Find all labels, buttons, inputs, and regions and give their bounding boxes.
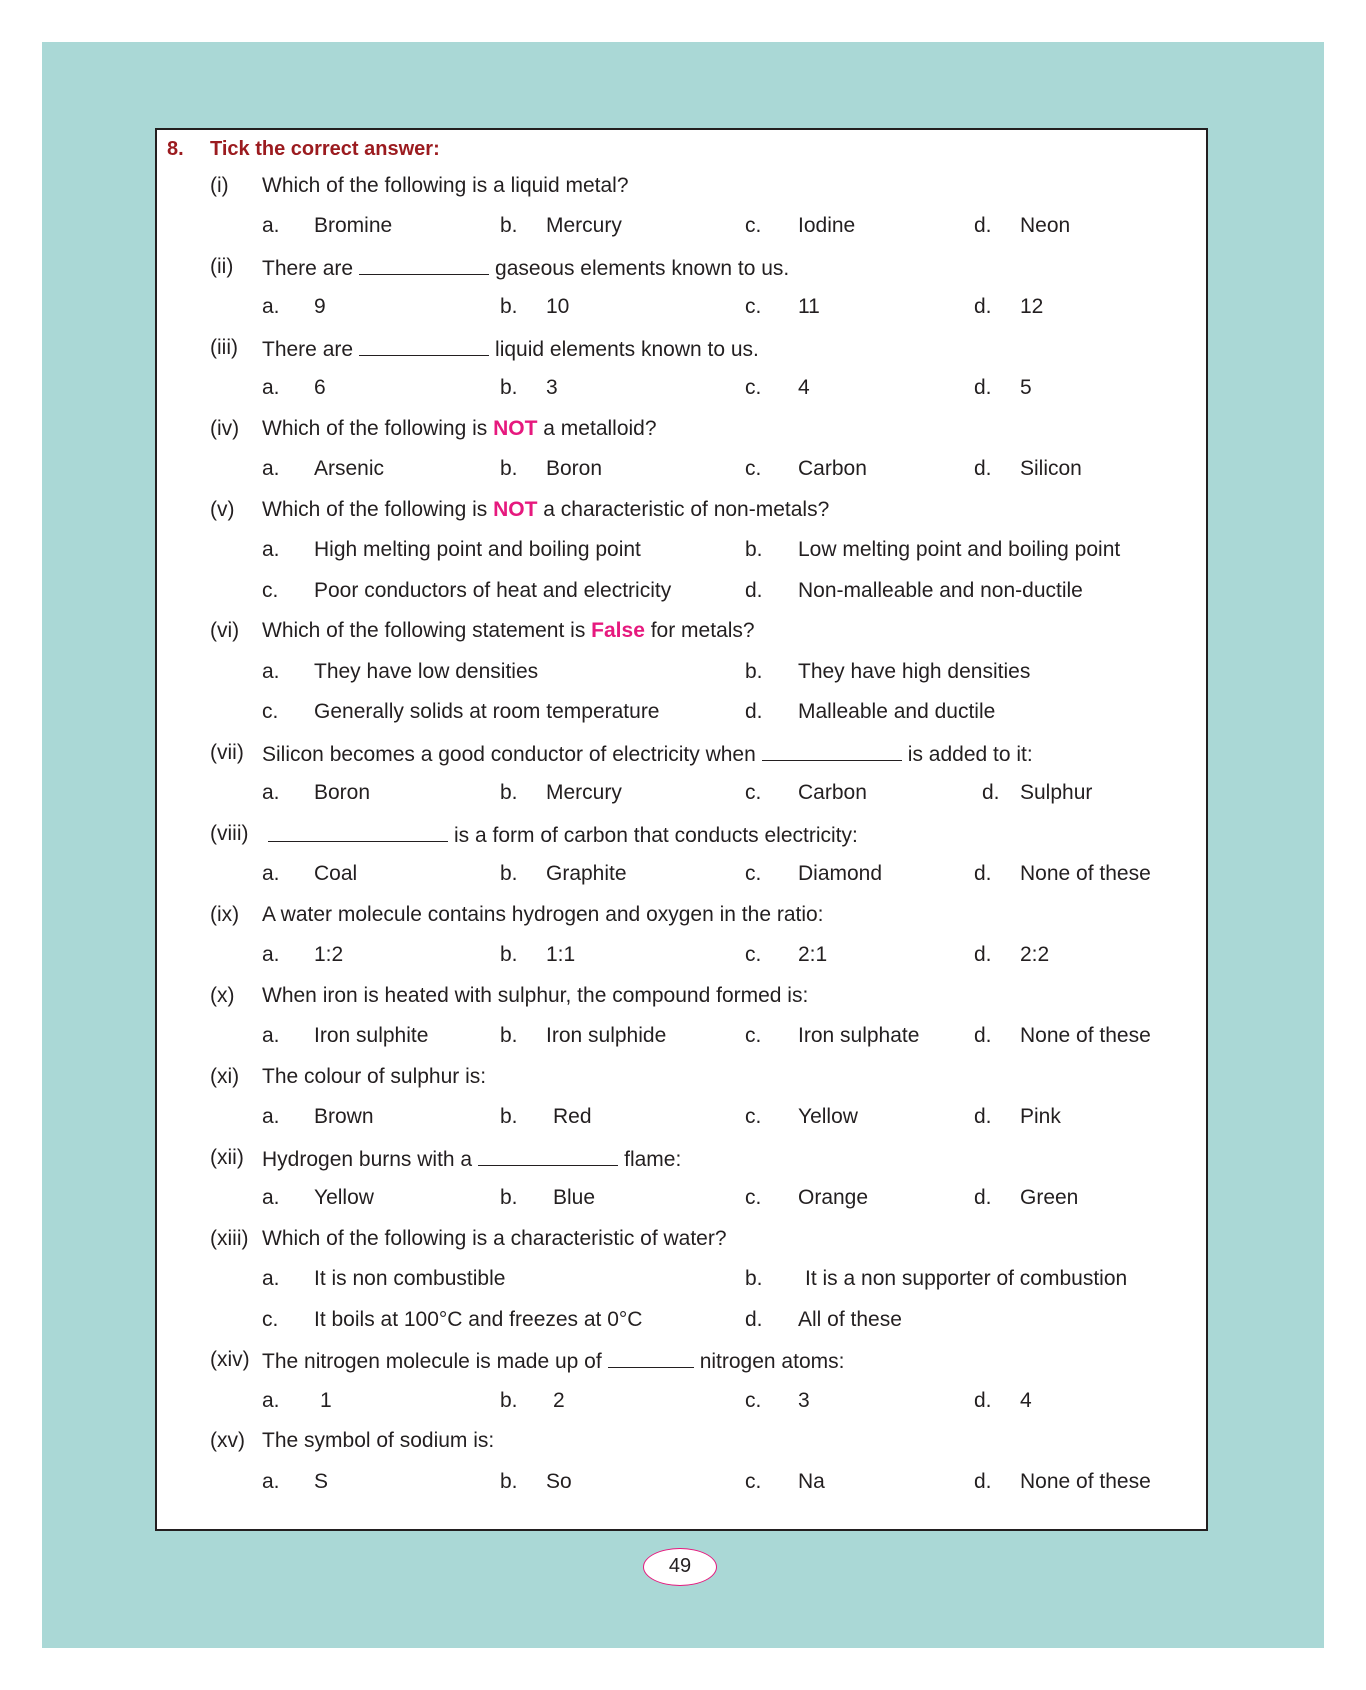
option-letter: b. [745,660,763,683]
question-number: 8. [167,138,184,160]
item-roman: (x) [210,984,235,1007]
option-text[interactable]: None of these [1020,1024,1151,1047]
item-v-options-row2 [157,576,1206,606]
item-iii-question [157,333,1206,363]
item-ii-options [157,292,1206,322]
item-x-options [157,1021,1206,1051]
item-xv-question [157,1426,1206,1456]
option-text[interactable]: 1 [320,1389,332,1412]
item-xii-question [157,1143,1206,1173]
answer-blank[interactable] [268,819,448,842]
item-vii-options [157,778,1206,808]
option-text[interactable]: Iron sulphate [798,1024,920,1047]
item-text: There are [262,257,354,280]
option-letter: d. [974,1024,992,1047]
option-letter: d. [974,1470,992,1493]
item-xiv-question [157,1345,1206,1375]
option-letter: a. [262,376,280,399]
item-xiv-options [157,1386,1206,1416]
option-letter: c. [745,295,762,318]
option-text[interactable]: Arsenic [314,457,385,480]
option-text[interactable]: Green [1020,1186,1079,1209]
option-text[interactable]: 5 [1020,376,1032,399]
option-text[interactable]: All of these [798,1308,902,1331]
option-letter: d. [974,295,992,318]
option-text[interactable]: Malleable and ductile [798,700,996,723]
item-xiii-question [157,1224,1206,1254]
option-text[interactable]: 6 [314,376,326,399]
page-number: 49 [643,1548,717,1586]
option-letter: a. [262,660,280,683]
option-text[interactable]: 2 [553,1389,565,1412]
item-roman: (viii) [210,822,249,845]
option-text[interactable]: S [314,1470,329,1493]
option-letter: a. [262,1267,280,1290]
item-text: Silicon becomes a good conductor of electricity when [262,743,756,766]
option-letter: a. [262,214,280,237]
item-text: is added to it: [907,743,1033,766]
option-letter: d. [745,700,763,723]
option-text[interactable]: Poor conductors of heat and electricity [314,579,672,602]
option-letter: a. [262,1024,280,1047]
option-text[interactable]: 3 [546,376,558,399]
option-letter: a. [262,781,280,804]
item-vi-options-row2 [157,697,1206,727]
highlight-word: NOT [493,417,538,440]
item-roman: (iii) [210,336,238,359]
item-xiii-options-row1 [157,1264,1206,1294]
option-text[interactable]: Graphite [546,862,627,885]
option-letter: b. [745,538,763,561]
item-xiii-options-row2 [157,1305,1206,1335]
item-roman: (i) [210,174,229,197]
item-text: A water molecule contains hydrogen and oxygen in the ratio: [262,903,824,926]
option-text[interactable]: Na [798,1470,825,1493]
option-letter: b. [500,1470,518,1493]
answer-blank[interactable] [478,1143,618,1166]
item-text: a characteristic of non-metals? [543,498,830,521]
item-x-question [157,981,1206,1011]
option-text[interactable]: High melting point and boiling point [314,538,641,561]
item-text: Which of the following is [262,498,488,521]
item-text: gaseous elements known to us. [495,257,790,280]
question-box [155,128,1208,1531]
option-letter: a. [262,295,280,318]
option-text[interactable]: 10 [546,295,570,318]
option-letter: b. [500,1389,518,1412]
option-letter: c. [262,1308,279,1331]
option-letter: d. [974,1105,992,1128]
item-roman: (vi) [210,619,240,642]
option-text[interactable]: None of these [1020,862,1151,885]
item-iv-question [157,414,1206,444]
option-text[interactable]: 3 [798,1389,810,1412]
option-text[interactable]: Blue [553,1186,596,1209]
item-roman: (xi) [210,1065,240,1088]
option-letter: c. [745,1105,762,1128]
item-xv-options [157,1467,1206,1497]
item-text: Which of the following is [262,417,488,440]
option-text[interactable]: They have high densities [798,660,1031,683]
item-ix-options [157,940,1206,970]
item-text: Which of the following is a characteristic of water? [262,1227,727,1250]
item-roman: (xiv) [210,1348,250,1371]
option-letter: d. [974,1389,992,1412]
option-letter: c. [745,781,762,804]
option-letter: b. [500,1186,518,1209]
option-text[interactable]: Bromine [314,214,393,237]
option-text[interactable]: 1:1 [546,943,576,966]
option-text[interactable]: Boron [314,781,371,804]
item-text: The nitrogen molecule is made up of [262,1350,602,1373]
option-text[interactable]: Boron [546,457,603,480]
item-roman: (ix) [210,903,240,926]
option-letter: a. [262,1470,280,1493]
option-text[interactable]: 1:2 [314,943,344,966]
option-text[interactable]: Coal [314,862,358,885]
item-xi-question [157,1062,1206,1092]
answer-blank[interactable] [359,333,489,356]
option-letter: b. [500,457,518,480]
item-text: There are [262,338,354,361]
item-roman: (ii) [210,255,234,278]
item-text: Hydrogen burns with a [262,1148,473,1171]
item-v-options-row1 [157,535,1206,565]
item-text: The symbol of sodium is: [262,1429,495,1452]
option-text[interactable]: Iron sulphide [546,1024,667,1047]
item-xii-options [157,1183,1206,1213]
answer-blank[interactable] [608,1345,694,1368]
answer-blank[interactable] [762,738,902,761]
option-letter: d. [974,862,992,885]
item-iv-options [157,454,1206,484]
option-letter: d. [974,457,992,480]
option-text[interactable]: Brown [314,1105,374,1128]
question-heading: Tick the correct answer: [210,138,440,160]
option-letter: d. [745,1308,763,1331]
option-letter: d. [974,214,992,237]
item-text: flame: [624,1148,682,1171]
option-text[interactable]: Diamond [798,862,883,885]
option-letter: c. [745,1186,762,1209]
option-letter: a. [262,1186,280,1209]
item-text: is a form of carbon that conducts electricity: [454,824,858,847]
option-letter: b. [500,1105,518,1128]
item-viii-options [157,859,1206,889]
option-text[interactable]: So [546,1470,572,1493]
option-letter: c. [745,376,762,399]
option-letter: b. [500,214,518,237]
option-text[interactable]: They have low densities [314,660,539,683]
option-text[interactable]: Non-malleable and non-ductile [798,579,1083,602]
item-text: a metalloid? [543,417,657,440]
option-text[interactable]: Orange [798,1186,869,1209]
item-text: The colour of sulphur is: [262,1065,487,1088]
option-text[interactable]: None of these [1020,1470,1151,1493]
option-text[interactable]: 2:1 [798,943,828,966]
option-letter: c. [745,214,762,237]
item-roman: (v) [210,498,235,521]
option-letter: d. [974,1186,992,1209]
option-text[interactable]: Pink [1020,1105,1061,1128]
option-letter: b. [745,1267,763,1290]
option-letter: b. [500,1024,518,1047]
option-text[interactable]: Yellow [798,1105,858,1128]
option-text[interactable]: Iodine [798,214,856,237]
option-text[interactable]: Iron sulphite [314,1024,429,1047]
option-text[interactable]: 2:2 [1020,943,1050,966]
item-text: nitrogen atoms: [699,1350,845,1373]
option-letter: c. [745,1470,762,1493]
option-letter: b. [500,781,518,804]
option-letter: b. [500,862,518,885]
option-letter: b. [500,295,518,318]
item-i-question [157,171,1206,201]
option-text[interactable]: Carbon [798,457,867,480]
item-vi-options-row1 [157,657,1206,687]
option-text[interactable]: 4 [798,376,810,399]
item-ix-question [157,900,1206,930]
option-letter: d. [745,579,763,602]
option-text[interactable]: Silicon [1020,457,1082,480]
option-text[interactable]: Carbon [798,781,867,804]
option-text[interactable]: Sulphur [1020,781,1093,804]
item-roman: (vii) [210,741,244,764]
option-text[interactable]: 4 [1020,1389,1032,1412]
option-letter: b. [500,943,518,966]
item-v-question [157,495,1206,525]
option-letter: c. [262,579,279,602]
option-text[interactable]: It is non combustible [314,1267,506,1290]
item-roman: (iv) [210,417,240,440]
item-roman: (xii) [210,1146,244,1169]
option-letter: c. [745,862,762,885]
highlight-word: NOT [493,498,538,521]
option-letter: a. [262,943,280,966]
option-text[interactable]: Mercury [546,214,622,237]
item-text: Which of the following statement is [262,619,586,642]
option-letter: a. [262,457,280,480]
option-letter: c. [745,1024,762,1047]
option-letter: c. [745,457,762,480]
highlight-word: False [591,619,645,642]
item-i-options [157,211,1206,241]
option-text[interactable]: It is a non supporter of combustion [805,1267,1128,1290]
option-text[interactable]: 12 [1020,295,1044,318]
option-letter: a. [262,538,280,561]
option-text[interactable]: 11 [798,295,820,318]
option-letter: d. [974,376,992,399]
item-viii-question [157,819,1206,849]
item-xi-options [157,1102,1206,1132]
option-text[interactable]: Low melting point and boiling point [798,538,1121,561]
option-text[interactable]: Generally solids at room temperature [314,700,660,723]
item-roman: (xiii) [210,1227,249,1250]
option-text[interactable]: It boils at 100°C and freezes at 0°C [314,1308,643,1331]
option-letter: a. [262,862,280,885]
option-letter: d. [974,943,992,966]
option-text[interactable]: Red [553,1105,592,1128]
item-text: liquid elements known to us. [495,338,759,361]
option-letter: c. [745,1389,762,1412]
item-vi-question [157,616,1206,646]
option-letter: c. [745,943,762,966]
item-text: Which of the following is a liquid metal? [262,174,629,197]
option-text[interactable]: Neon [1020,214,1071,237]
option-letter: c. [262,700,279,723]
item-text: When iron is heated with sulphur, the compound formed is: [262,984,809,1007]
item-iii-options [157,373,1206,403]
item-vii-question [157,738,1206,768]
option-text[interactable]: Yellow [314,1186,374,1209]
option-text[interactable]: 9 [314,295,326,318]
option-letter: a. [262,1389,280,1412]
option-letter: b. [500,376,518,399]
answer-blank[interactable] [359,252,489,275]
item-ii-question [157,252,1206,282]
option-letter: d. [982,781,1000,804]
option-text[interactable]: Mercury [546,781,622,804]
item-roman: (xv) [210,1429,245,1452]
item-text: for metals? [650,619,755,642]
option-letter: a. [262,1105,280,1128]
